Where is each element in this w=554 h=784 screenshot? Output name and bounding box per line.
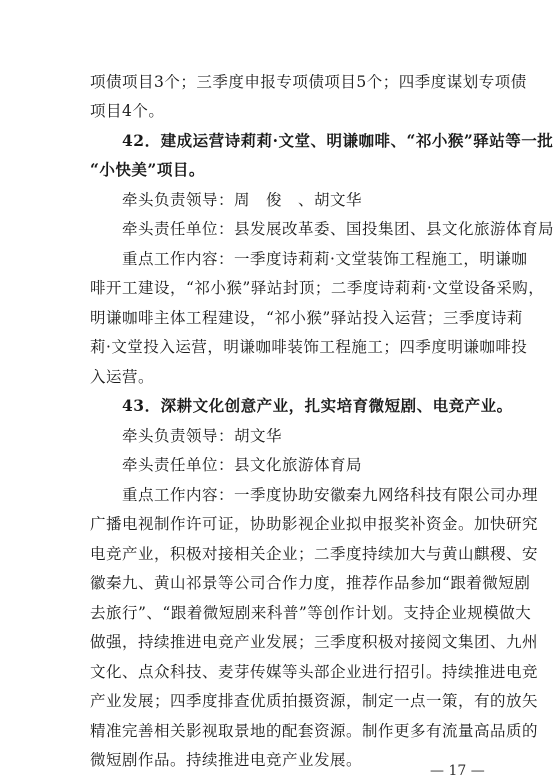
text-line: 入运营。 bbox=[90, 368, 155, 386]
page-number: — 17 — bbox=[430, 763, 485, 779]
lead-unit: 牵头责任单位：县发展改革委、国投集团、县文化旅游体育局 bbox=[122, 220, 554, 238]
item-heading-42-cont: “小快美”项目。 bbox=[90, 160, 205, 179]
text-line: 莉·文堂投入运营，明谦咖啡装饰工程施工；四季度明谦咖啡投 bbox=[90, 338, 528, 356]
text-line: 徽秦九、黄山祁景等公司合作力度，推荐作品参加“跟着微短剧 bbox=[90, 574, 531, 592]
text-line: 啡开工建设，“祁小猴”驿站封顶；二季度诗莉莉·文堂设备采购， bbox=[90, 279, 545, 297]
text-line: 项债项目3个；三季度申报专项债项目5个；四季度谋划专项债 bbox=[90, 73, 527, 91]
lead-leader: 牵头负责领导：胡文华 bbox=[122, 427, 283, 445]
text-line: 做强，持续推进电竞产业发展；三季度积极对接阅文集团、九州 bbox=[90, 633, 539, 651]
lead-leader: 牵头负责领导：周 俊 、胡文华 bbox=[122, 191, 363, 209]
item-heading-42: 42．建成运营诗莉莉·文堂、明谦咖啡、“祁小猴”驿站等一批 bbox=[122, 131, 554, 150]
work-content: 重点工作内容：一季度协助安徽秦九网络科技有限公司办理 bbox=[122, 486, 539, 504]
text-line: 去旅行”、“跟着微短剧来科普”等创作计划。支持企业规模做大 bbox=[90, 604, 532, 622]
text-line: 明谦咖啡主体工程建设，“祁小猴”驿站投入运营；三季度诗莉 bbox=[90, 309, 523, 327]
lead-unit: 牵头责任单位：县文化旅游体育局 bbox=[122, 456, 363, 474]
text-line: 微短剧作品。持续推进电竞产业发展。 bbox=[90, 751, 363, 769]
item-heading-43: 43．深耕文化创意产业，扎实培育微短剧、电竞产业。 bbox=[122, 396, 513, 415]
text-line: 文化、点众科技、麦芽传媒等头部企业进行招引。持续推进电竞 bbox=[90, 663, 539, 681]
text-line: 产业发展；四季度排查优质拍摄资源，制定一点一策，有的放矢 bbox=[90, 692, 539, 710]
text-line: 广播电视制作许可证，协助影视企业拟申报奖补资金。加快研究 bbox=[90, 515, 539, 533]
work-content: 重点工作内容：一季度诗莉莉·文堂装饰工程施工，明谦咖 bbox=[122, 250, 528, 268]
text-line: 精准完善相关影视取景地的配套资源。制作更多有流量高品质的 bbox=[90, 722, 539, 740]
text-line: 电竞产业，积极对接相关企业；二季度持续加大与黄山麒稷、安 bbox=[90, 545, 539, 563]
text-line: 项目4个。 bbox=[90, 102, 165, 120]
